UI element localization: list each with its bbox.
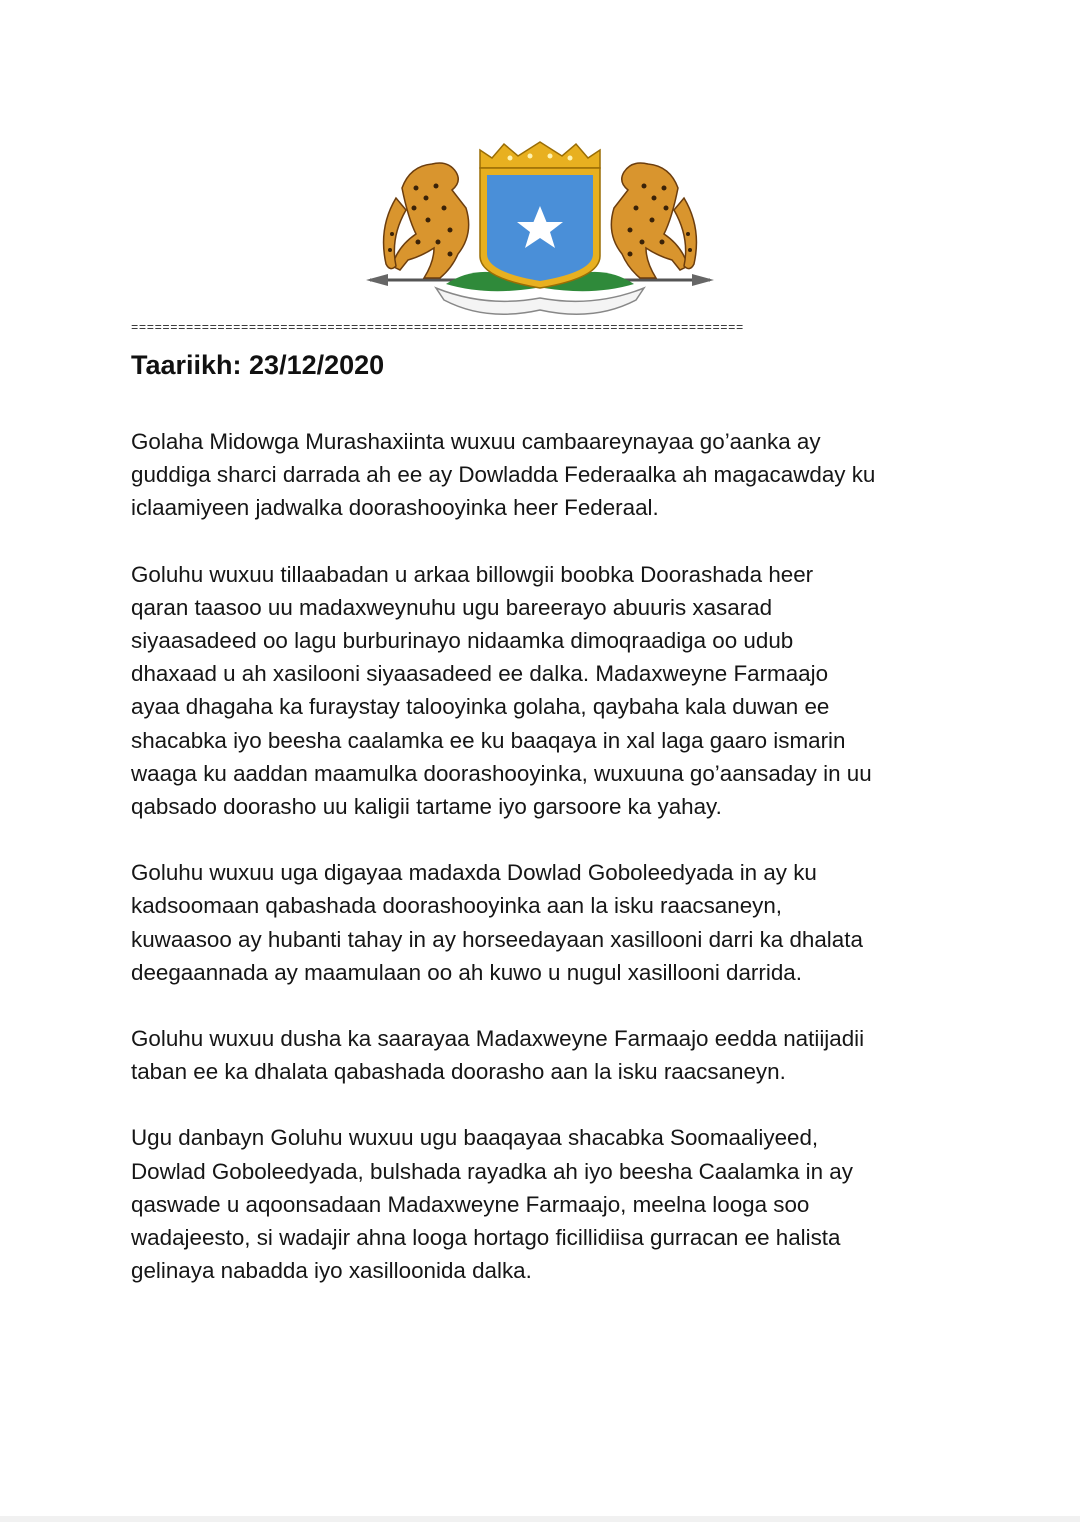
text-line: Golaha Midowga Murashaxiinta wuxuu cambaareynayaa go’aanka ay xyxy=(131,429,821,454)
paragraph xyxy=(131,1121,961,1287)
paragraph xyxy=(131,856,961,989)
text-line: qabsado doorasho uu kaligii tartame iyo garsoore ka yahay. xyxy=(131,794,722,820)
text-line: qaran taasoo uu madaxweynuhu ugu bareerayo abuuris xasarad xyxy=(131,594,773,620)
text-line: Dowlad Goboleedyada, bulshada rayadka ah iyo beesha Caalamka in ay xyxy=(131,1158,853,1184)
header-divider: ============================================================================== xyxy=(131,321,744,335)
text-line: taban ee ka dhalata qabashada doorasho aan la isku raacsaneyn. xyxy=(131,1059,786,1085)
text-line: Ugu danbayn Goluhu wuxuu ugu baaqayaa shacabka Soomaaliyeed, xyxy=(131,1125,819,1151)
text-line: gelinaya nabadda iyo xasilloonida dalka. xyxy=(131,1258,532,1284)
text-line: deegaannada ay maamulaan oo ah kuwo u nugul xasillooni darrida. xyxy=(131,959,802,985)
text-line: kadsoomaan qabashada doorashooyinka aan la isku raacsaneyn, xyxy=(131,893,783,919)
paragraph xyxy=(131,1022,961,1088)
text-line: qaswade u aqoonsadaan Madaxweyne Farmaajo, meelna looga soo xyxy=(131,1191,810,1217)
text-line: wadajeesto, si wadajir ahna looga hortago ficillidiisa gurracan ee halista xyxy=(131,1225,841,1251)
statement-body xyxy=(131,425,961,1320)
text-line: shacabka iyo beesha caalamka ee ku baaqaya in xal laga gaaro ismarin xyxy=(131,727,846,753)
text-line: dhaxaad u ah xasilooni siyaasadeed ee dalka. Madaxweyne Farmaajo xyxy=(131,661,829,687)
paragraph xyxy=(131,425,961,525)
text-line: Goluhu wuxuu tillaabadan u arkaa billowgii boobka Doorashada heer xyxy=(131,561,814,587)
text-line: waaga ku aaddan maamulka doorashooyinka, wuxuuna go’aansaday in uu xyxy=(131,760,872,786)
text-line: guddiga sharci darrada ah ee ay Dowladda Federaalka ah magacawday ku xyxy=(131,462,876,488)
page-bottom-band xyxy=(0,1516,1080,1522)
text-line: siyaasadeed oo lagu burburinayo nidaamka dimoqraadiga oo udub xyxy=(131,628,794,654)
somalia-coat-of-arms-icon xyxy=(366,138,714,328)
text-line: Goluhu wuxuu dusha ka saarayaa Madaxweyne Farmaajo eedda natiijadii xyxy=(131,1026,865,1052)
text-line: ayaa dhagaha ka furaystay talooyinka golaha, qaybaha kala duwan ee xyxy=(131,694,830,720)
text-line: iclaamiyeen jadwalka doorashooyinka heer Federaal. xyxy=(131,495,659,521)
text-line: Goluhu wuxuu uga digayaa madaxda Dowlad Goboleedyada in ay ku xyxy=(131,860,817,886)
date-heading: Taariikh: 23/12/2020 xyxy=(131,350,385,380)
text-line: kuwaasoo ay hubanti tahay in ay horseedayaan xasillooni darri ka dhalata xyxy=(131,926,863,952)
paragraph xyxy=(131,558,961,824)
